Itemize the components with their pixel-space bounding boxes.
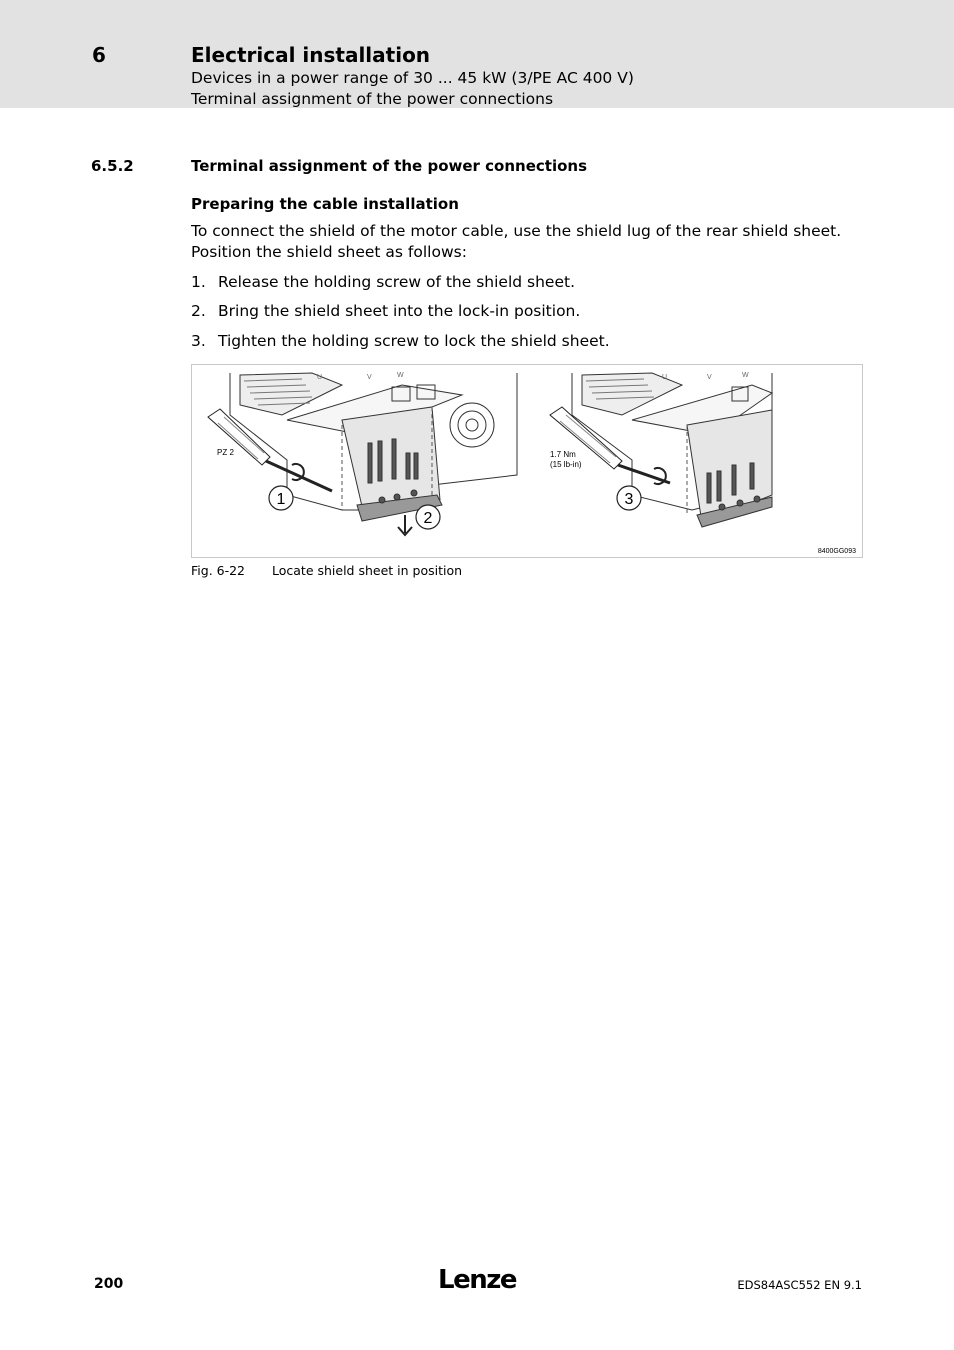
step-number: 1.: [191, 273, 206, 291]
step-text: Bring the shield sheet into the lock-in position.: [218, 302, 581, 320]
figure-illustration: [192, 365, 862, 557]
figure-caption: Locate shield sheet in position: [272, 563, 463, 578]
chapter-number: 6: [92, 43, 106, 67]
step-text: Tighten the holding screw to lock the shield sheet.: [218, 332, 610, 350]
chapter-subtitle-2: Terminal assignment of the power connections: [191, 90, 554, 108]
terminal-label-w: W: [397, 372, 404, 379]
device-right-illustration: [550, 373, 772, 527]
page-number: 200: [94, 1276, 124, 1292]
terminal-label-w-right: W: [742, 372, 749, 379]
terminal-label-v-right: V: [707, 374, 712, 381]
chapter-title: Electrical installation: [191, 43, 431, 67]
document-code: EDS84ASC552 EN 9.1: [737, 1278, 862, 1292]
terminal-label-u-right: U: [662, 374, 668, 381]
step-number: 2.: [191, 302, 206, 320]
figure-label: Fig. 6-22: [191, 563, 246, 578]
tool-label: PZ 2: [217, 448, 234, 457]
torque-value-imperial: (15 lb-in): [550, 460, 582, 469]
image-code: 8400GG093: [817, 548, 856, 555]
step-number: 3.: [191, 332, 206, 350]
page-header: [0, 0, 954, 108]
subsection-title: Preparing the cable installation: [191, 195, 459, 213]
figure-shield-sheet: [191, 364, 863, 558]
step-text: Release the holding screw of the shield sheet.: [218, 273, 575, 291]
terminal-label-v: V: [367, 374, 372, 381]
section-title: Terminal assignment of the power connections: [191, 157, 587, 175]
callout-1: 1: [276, 491, 286, 508]
callout-2: 2: [423, 510, 433, 527]
chapter-subtitle-1: Devices in a power range of 30 ... 45 kW (3/PE AC 400 V): [191, 69, 634, 87]
section-number: 6.5.2: [91, 157, 134, 175]
intro-paragraph: To connect the shield of the motor cable, use the shield lug of the rear shield sheet. Position the shield sheet as follows:: [191, 222, 842, 261]
lenze-logo: Lenze: [438, 1265, 516, 1295]
terminal-label-u: U: [317, 374, 323, 381]
callout-3: 3: [624, 491, 634, 508]
device-left-illustration: [208, 373, 517, 535]
torque-value: 1.7 Nm: [550, 450, 576, 459]
